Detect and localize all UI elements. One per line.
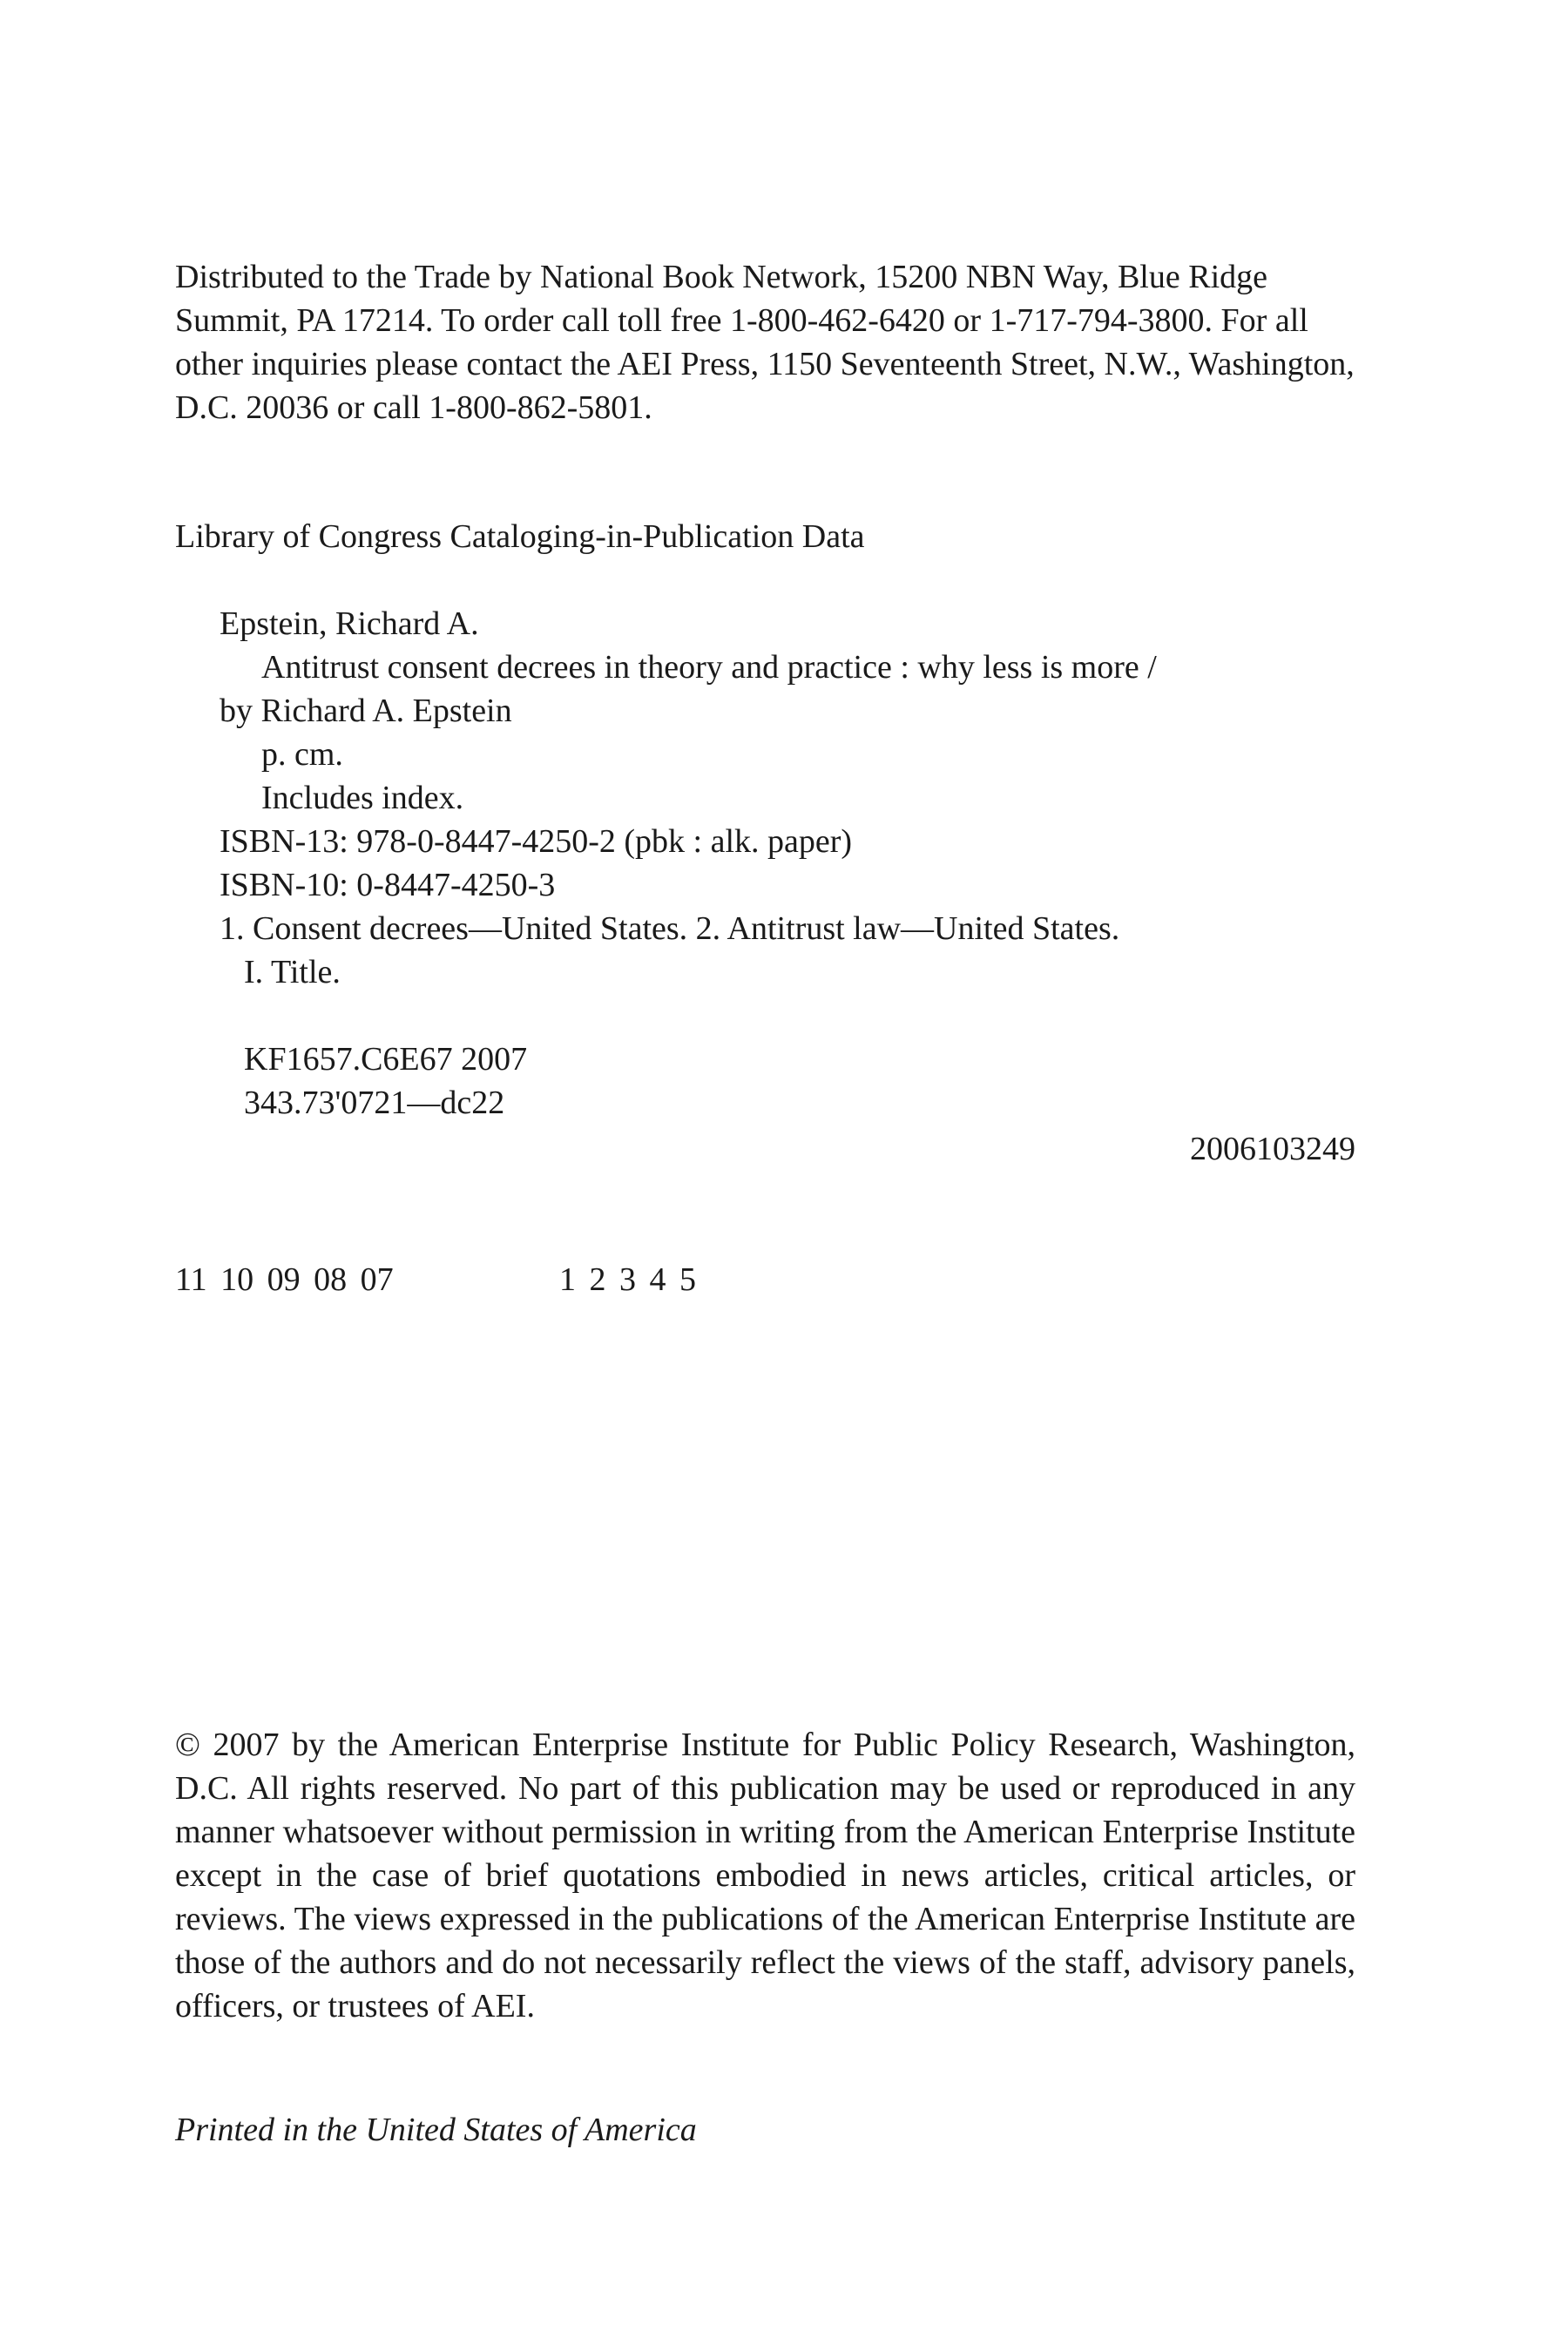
cip-title-line-2: by Richard A. Epstein: [220, 693, 512, 729]
cip-isbn10: ISBN-10: 0-8447-4250-3: [220, 867, 556, 903]
copyright-paragraph: © 2007 by the American Enterprise Institute for Public Policy Research, Washington, D.C. All rights reserved. No part of this publication may be used or reproduced in any manner whatsoever without permission in writing from the American Enterprise Institute except in the case of brief quotations embodied in news articles, critical articles, or reviews. The views expressed in the publications of the American Enterprise Institute are those of the authors and do not necessarily reflect the views of the staff, advisory panels, officers, or trustees of AEI.: [175, 1727, 1355, 2024]
cip-title-line-1: Antitrust consent decrees in theory and practice : why less is more /: [261, 649, 1157, 686]
printed-in-line: Printed in the United States of America: [175, 2112, 697, 2148]
cip-lc-class: KF1657.C6E67 2007: [244, 1041, 528, 1078]
cip-dewey: 343.73'0721—dc22: [244, 1085, 505, 1121]
cip-heading: Library of Congress Cataloging-in-Publication Data: [175, 518, 865, 555]
printing-years: 11 10 09 08 07: [175, 1261, 394, 1298]
distribution-paragraph: Distributed to the Trade by National Book Network, 15200 NBN Way, Blue Ridge Summit, PA 17214. To order call toll free 1-800-462-6420 or 1-717-794-3800. For all other inquiries please contact the AEI Press, 1150 Seventeenth Street, N.W., Washington, D.C. 20036 or call 1-800-862-5801.: [175, 259, 1355, 426]
cip-subjects: 1. Consent decrees—United States. 2. Antitrust law—United States.: [220, 910, 1120, 947]
cip-isbn13: ISBN-13: 978-0-8447-4250-2 (pbk : alk. paper): [220, 823, 853, 860]
cip-index-note: Includes index.: [261, 780, 464, 816]
cip-author: Epstein, Richard A.: [220, 605, 479, 642]
cip-control-number: 2006103249: [1190, 1131, 1355, 1167]
cip-title-entry: I. Title.: [244, 954, 341, 990]
printing-impressions: 1 2 3 4 5: [559, 1261, 696, 1298]
cip-pagination: p. cm.: [261, 736, 343, 773]
